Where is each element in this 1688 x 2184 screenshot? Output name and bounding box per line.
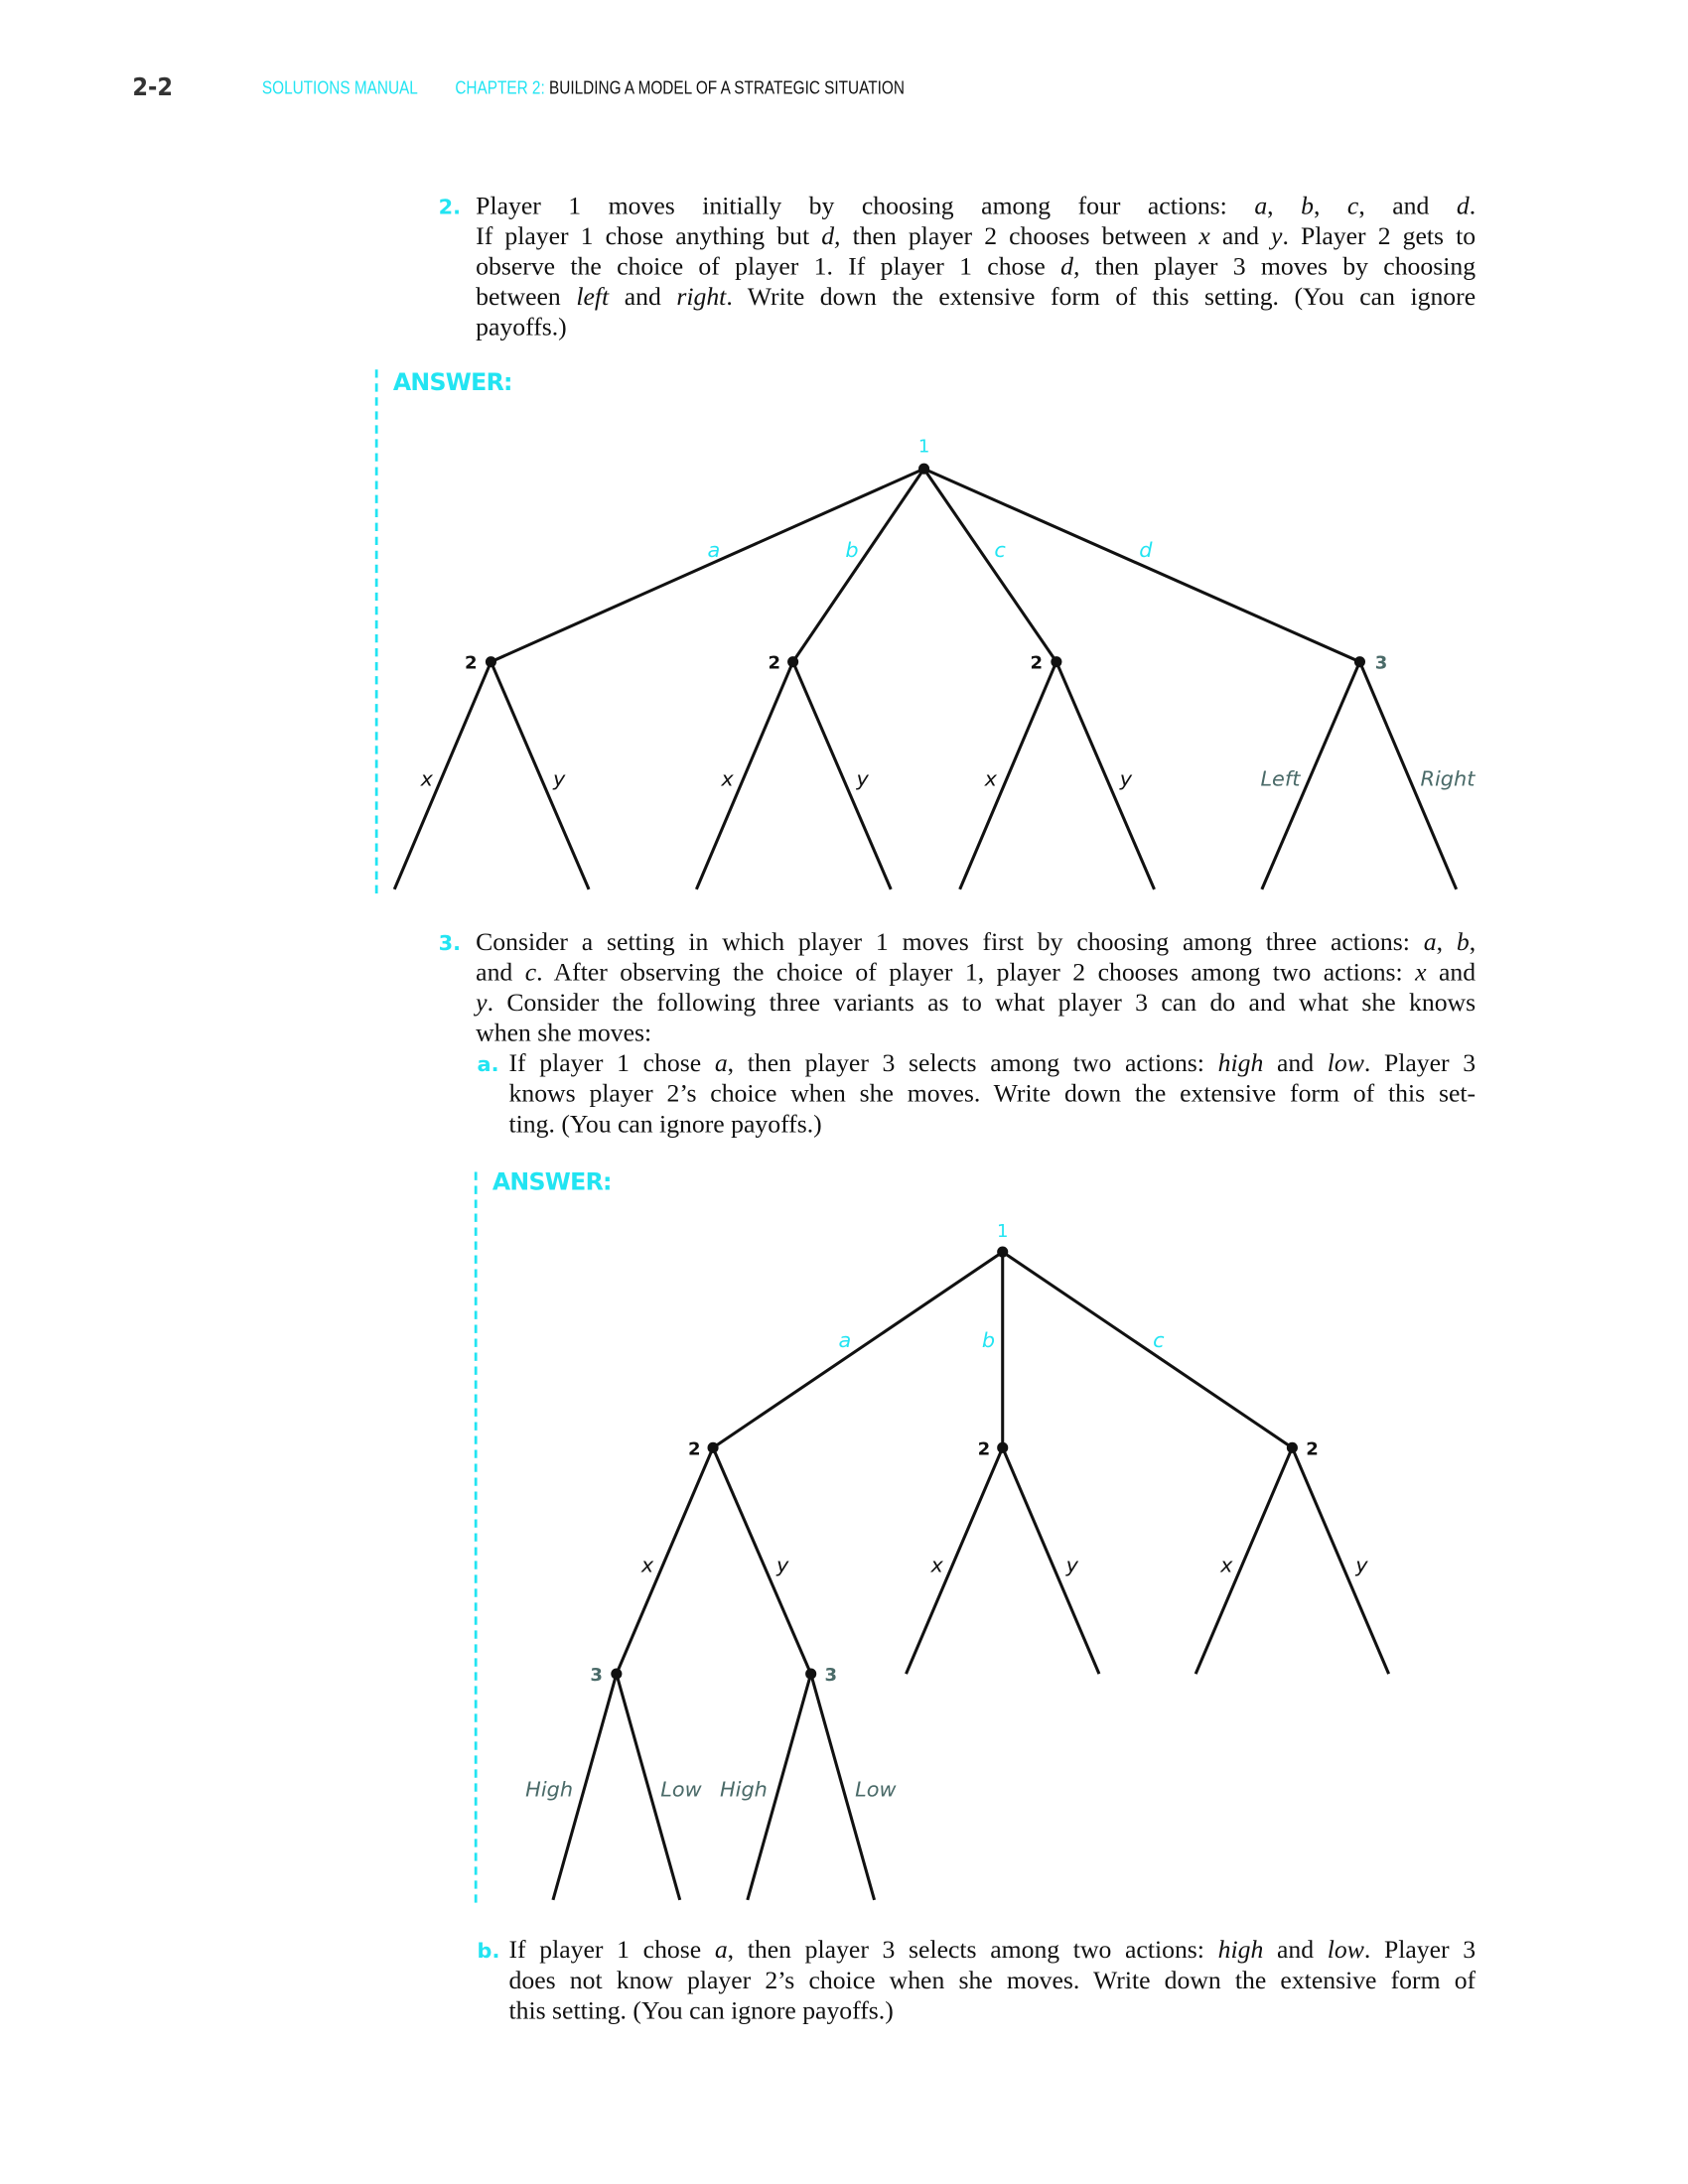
action-label: a bbox=[707, 538, 721, 563]
text-run: If player 1 chose anything but bbox=[476, 223, 822, 251]
chapter-prefix: CHAPTER 2: bbox=[455, 76, 545, 98]
text-run: and bbox=[1426, 959, 1477, 988]
book-title: SOLUTIONS MANUAL bbox=[261, 76, 418, 98]
italic-term: d, bbox=[1060, 253, 1080, 282]
decision-node bbox=[805, 1669, 816, 1680]
text-run: , and bbox=[1358, 193, 1457, 221]
text-run: and bbox=[476, 959, 525, 988]
text-run: . Player 2 gets to bbox=[1282, 223, 1477, 251]
part-b-text bbox=[509, 1936, 1477, 2027]
text-line bbox=[509, 1080, 1477, 1111]
text-run: payoffs.) bbox=[476, 314, 567, 342]
italic-term: b bbox=[1301, 193, 1314, 221]
italic-term: low bbox=[1327, 1937, 1364, 1966]
action-label: a bbox=[838, 1327, 852, 1352]
text-run: , bbox=[1267, 193, 1302, 221]
decision-node bbox=[997, 1442, 1008, 1453]
action-label: y bbox=[1355, 1553, 1368, 1577]
decision-node bbox=[611, 1669, 622, 1680]
text-run: this setting. (You can ignore payoffs.) bbox=[508, 1997, 894, 2026]
answer-label: ANSWER: bbox=[392, 369, 512, 398]
italic-term: d bbox=[1456, 193, 1470, 221]
text-run: Player 1 moves initially by choosing among four actions: bbox=[476, 193, 1255, 221]
text-run: . Write down the extensive form of this setting. (You can ignore bbox=[726, 284, 1477, 312]
problem-3-number: 3. bbox=[438, 930, 462, 956]
decision-node bbox=[1287, 1442, 1298, 1453]
decision-node bbox=[708, 1442, 719, 1453]
italic-term: y bbox=[1271, 223, 1283, 251]
text-run: between bbox=[476, 284, 577, 312]
action-label: Right bbox=[1420, 766, 1476, 791]
action-label: x bbox=[721, 766, 734, 791]
text-run: . After observing the choice of player 1, player 2 chooses among two actions: bbox=[536, 959, 1416, 988]
text-line bbox=[509, 1967, 1477, 1997]
action-label: x bbox=[984, 766, 997, 791]
decision-node bbox=[918, 464, 929, 475]
italic-term: c bbox=[1346, 193, 1359, 221]
part-b-label: b. bbox=[477, 1938, 500, 1964]
action-label: d bbox=[1139, 538, 1153, 563]
text-run: and bbox=[1263, 1050, 1328, 1079]
text-line bbox=[476, 1019, 1476, 1049]
italic-term: a bbox=[714, 1937, 728, 1966]
root-player-label: 1 bbox=[917, 436, 930, 458]
action-label: Low bbox=[855, 1777, 897, 1802]
player-label: 2 bbox=[768, 652, 781, 674]
text-line bbox=[476, 958, 1476, 989]
decision-node bbox=[486, 656, 496, 667]
decision-node bbox=[1051, 656, 1061, 667]
text-run: then player 3 moves by choosing bbox=[1079, 253, 1477, 282]
action-label: c bbox=[994, 538, 1006, 563]
action-label: y bbox=[1065, 1553, 1078, 1577]
italic-term: high bbox=[1217, 1937, 1264, 1966]
player-label: 2 bbox=[687, 1438, 701, 1460]
action-label: Low bbox=[660, 1777, 702, 1802]
player-label: 2 bbox=[464, 652, 478, 674]
italic-term: c bbox=[524, 959, 537, 988]
text-run: and bbox=[1263, 1937, 1328, 1966]
action-label: y bbox=[775, 1553, 789, 1577]
text-run: , bbox=[1436, 929, 1457, 957]
answer-marker-line bbox=[475, 1172, 478, 1903]
italic-term: y bbox=[476, 990, 488, 1019]
text-line bbox=[476, 989, 1476, 1020]
text-line bbox=[476, 928, 1476, 959]
text-run: , bbox=[1469, 929, 1477, 957]
text-run: . Consider the following three variants as to what player 3 can do and what she knows bbox=[487, 990, 1477, 1019]
action-label: b bbox=[845, 538, 859, 563]
player-label: 3 bbox=[1374, 652, 1388, 674]
italic-term: right bbox=[676, 284, 727, 312]
text-run: when she moves: bbox=[476, 1020, 652, 1048]
problem-3-text bbox=[476, 928, 1476, 1049]
italic-term: d, bbox=[821, 223, 841, 251]
action-label: High bbox=[525, 1777, 574, 1802]
action-label: y bbox=[552, 766, 566, 791]
text-line bbox=[509, 1049, 1477, 1080]
italic-term: a bbox=[714, 1050, 728, 1079]
action-label: x bbox=[930, 1553, 943, 1577]
action-label: y bbox=[856, 766, 869, 791]
italic-term: high bbox=[1217, 1050, 1264, 1079]
player-label: 2 bbox=[977, 1438, 991, 1460]
action-label: b bbox=[981, 1327, 996, 1352]
text-line bbox=[509, 1996, 1477, 2027]
italic-term: x bbox=[1198, 223, 1210, 251]
action-label: Left bbox=[1260, 766, 1301, 791]
root-player-label: 1 bbox=[996, 1220, 1009, 1242]
decision-node bbox=[787, 656, 798, 667]
tree-edges bbox=[394, 469, 1456, 889]
italic-term: low bbox=[1327, 1050, 1364, 1079]
italic-term: a bbox=[1254, 193, 1268, 221]
decision-node bbox=[1354, 656, 1365, 667]
italic-term: a bbox=[1423, 929, 1437, 957]
page-number: 2-2 bbox=[132, 72, 173, 102]
text-run: . bbox=[1469, 193, 1477, 221]
part-a-text bbox=[509, 1049, 1477, 1141]
text-run: does not know player 2’s choice when she moves. Write down the extensive form of bbox=[508, 1967, 1477, 1995]
text-run: then player 2 chooses between bbox=[840, 223, 1199, 251]
player-label: 3 bbox=[590, 1665, 603, 1687]
player-label: 3 bbox=[824, 1665, 838, 1687]
text-run: . Player 3 bbox=[1363, 1050, 1477, 1079]
action-label: x bbox=[640, 1553, 654, 1577]
action-label: x bbox=[420, 766, 433, 791]
text-run: ting. (You can ignore payoffs.) bbox=[508, 1111, 822, 1140]
chapter-title: BUILDING A MODEL OF A STRATEGIC SITUATION bbox=[549, 76, 905, 98]
action-label: x bbox=[1220, 1553, 1233, 1577]
answer-label: ANSWER: bbox=[492, 1168, 612, 1197]
part-a-label: a. bbox=[477, 1051, 499, 1077]
text-run: If player 1 chose bbox=[508, 1937, 715, 1966]
text-run: observe the choice of player 1. If player 1 chose bbox=[476, 253, 1061, 282]
text-line bbox=[509, 1110, 1477, 1141]
action-label: y bbox=[1119, 766, 1133, 791]
tree-edges bbox=[553, 1252, 1389, 1900]
text-line bbox=[509, 1936, 1477, 1967]
action-label: c bbox=[1153, 1327, 1165, 1352]
italic-term: left bbox=[576, 284, 610, 312]
text-run: , then player 3 selects among two actions: bbox=[727, 1050, 1218, 1079]
player-label: 2 bbox=[1030, 652, 1044, 674]
italic-term: x bbox=[1415, 959, 1427, 988]
action-label: High bbox=[720, 1777, 768, 1802]
text-run: . Player 3 bbox=[1363, 1937, 1477, 1966]
text-run: , bbox=[1313, 193, 1347, 221]
italic-term: b bbox=[1456, 929, 1470, 957]
player-label: 2 bbox=[1306, 1438, 1319, 1460]
decision-node bbox=[997, 1247, 1008, 1258]
text-run: knows player 2’s choice when she moves. Write down the extensive form of this set- bbox=[508, 1080, 1477, 1109]
text-run: and bbox=[609, 284, 677, 312]
text-run: , then player 3 selects among two actions: bbox=[727, 1937, 1218, 1966]
text-run: and bbox=[1209, 223, 1272, 251]
problem-2-number: 2. bbox=[438, 194, 462, 219]
text-run: Consider a setting in which player 1 moves first by choosing among three actions: bbox=[476, 929, 1424, 957]
text-run: If player 1 chose bbox=[508, 1050, 715, 1079]
